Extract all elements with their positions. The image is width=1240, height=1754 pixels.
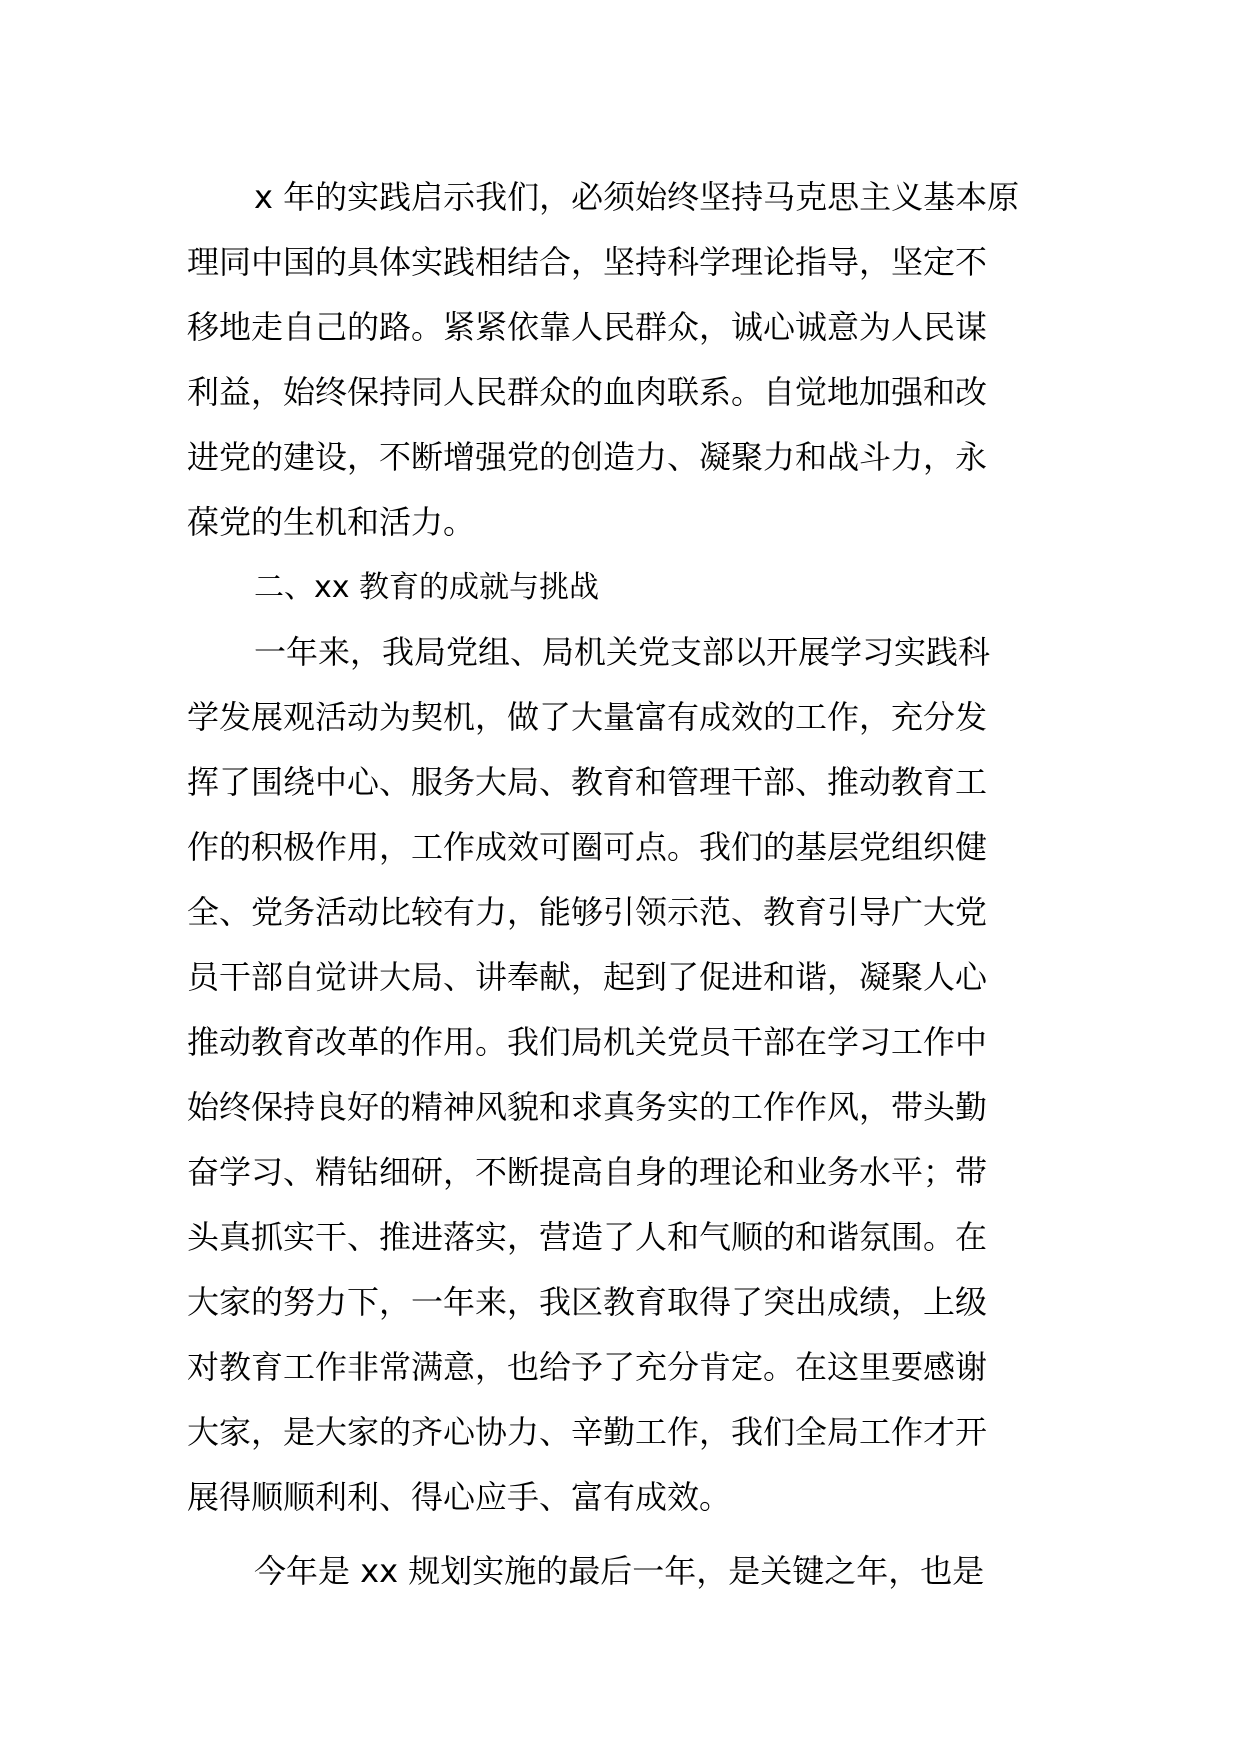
text-line: 员干部自觉讲大局、讲奉献，起到了促进和谐，凝聚人心 (187, 958, 988, 996)
text-line: 移地走自己的路。紧紧依靠人民群众，诚心诚意为人民谋 (187, 308, 988, 346)
paragraph-plan-final-year (187, 1539, 1057, 1604)
text-line: 作的积极作用，工作成效可圈可点。我们的基层党组织健 (187, 828, 988, 866)
text-line: 利益，始终保持同人民群众的血肉联系。自觉地加强和改 (187, 373, 988, 411)
text-line: 今年是 xx 规划实施的最后一年，是关键之年，也是 (254, 1552, 985, 1590)
text-line: 始终保持良好的精神风貌和求真务实的工作作风，带头勤 (187, 1088, 988, 1126)
text-line: 展得顺顺利利、得心应手、富有成效。 (187, 1478, 732, 1516)
text-line: 推动教育改革的作用。我们局机关党员干部在学习工作中 (187, 1023, 988, 1061)
text-line: 头真抓实干、推进落实，营造了人和气顺的和谐氛围。在 (187, 1218, 988, 1256)
text-line: 理同中国的具体实践相结合，坚持科学理论指导，坚定不 (187, 243, 988, 281)
text-line: 学发展观活动为契机，做了大量富有成效的工作，充分发 (187, 698, 988, 736)
text-line: 大家，是大家的齐心协力、辛勤工作，我们全局工作才开 (187, 1413, 988, 1451)
text-line: 对教育工作非常满意，也给予了充分肯定。在这里要感谢 (187, 1348, 988, 1386)
paragraph-achievements (187, 620, 1057, 1530)
text-line: 进党的建设，不断增强党的创造力、凝聚力和战斗力，永 (187, 438, 988, 476)
paragraph-spacer (187, 1530, 1057, 1539)
text-line: 全、党务活动比较有力，能够引领示范、教育引导广大党 (187, 893, 988, 931)
text-line: x 年的实践启示我们，必须始终坚持马克思主义基本原 (254, 178, 1020, 216)
text-line: 葆党的生机和活力。 (187, 503, 476, 541)
text-line: 奋学习、精钻细研，不断提高自身的理论和业务水平；带 (187, 1153, 988, 1191)
text-line: 挥了围绕中心、服务大局、教育和管理干部、推动教育工 (187, 763, 988, 801)
text-line: 大家的努力下，一年来，我区教育取得了突出成绩，上级 (187, 1283, 988, 1321)
paragraph-practice-lessons (187, 165, 1057, 555)
document-body (187, 165, 1057, 1604)
text-line: 一年来，我局党组、局机关党支部以开展学习实践科 (254, 633, 991, 671)
section-heading: 二、xx 教育的成就与挑战 (254, 570, 600, 605)
